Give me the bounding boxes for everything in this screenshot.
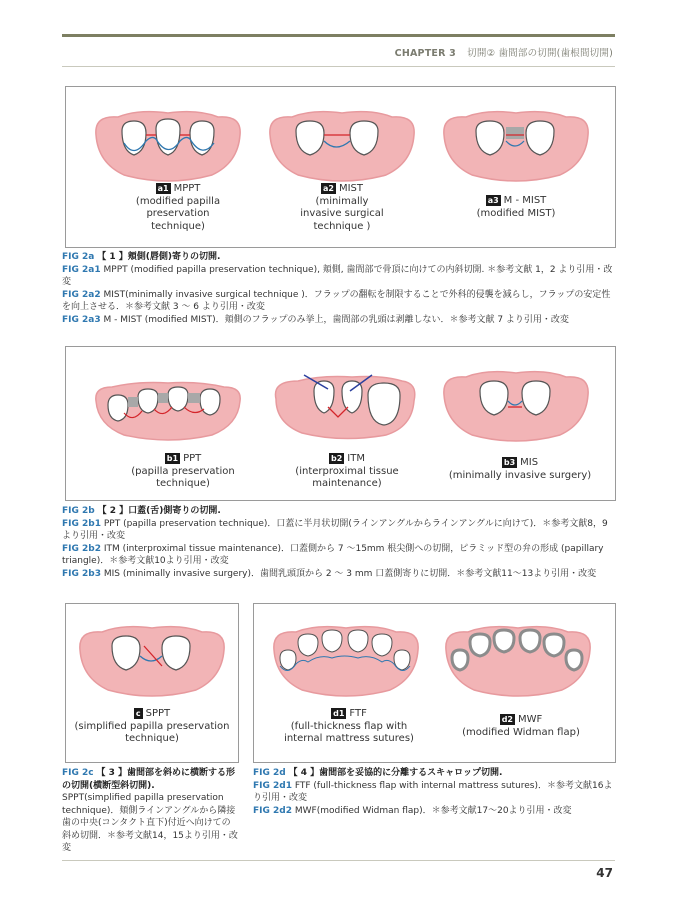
- caption-c-title: 【 3 】歯間部を斜めに横断する形の切開(横断型斜切開).: [62, 768, 236, 791]
- gum-illustration-c: [72, 620, 232, 700]
- fig-label-b3: [440, 457, 600, 482]
- badge-b2: b2: [331, 454, 343, 463]
- caption-b-title: 【 2 】口蓋(舌)側寄りの切開.: [97, 506, 221, 516]
- gum-illustration-a2: [262, 105, 422, 185]
- label-b1-line2: (papilla preservation: [131, 465, 235, 477]
- label-b2-line3: maintenance): [312, 478, 382, 489]
- label-c-line1: SPPT: [145, 708, 171, 719]
- label-a2-line2: (minimally: [315, 195, 369, 207]
- label-a1-line2: (modified papilla: [135, 195, 221, 207]
- badge-a1: a1: [157, 184, 169, 193]
- label-a1-line1: MPPT: [173, 183, 201, 194]
- caption-b1-text: PPT (papilla preservation technique)．口蓋に半月状切開(ラインアングルからラインアングルに向けて)．＊参考文献8，9 より引用・改変: [62, 518, 608, 541]
- caption-a3-text: M - MIST (modified MIST)．頬側のフラップのみ挙上，歯間部の乳頭は剥離しない．＊参考文献 7 より引用・改変: [103, 314, 569, 325]
- caption-d-label: FIG 2d: [253, 768, 286, 778]
- figure-panel-a: [65, 86, 616, 248]
- fig-label-c: [66, 708, 238, 746]
- badge-a3: a3: [487, 196, 499, 205]
- caption-a-label: FIG 2a: [62, 252, 95, 262]
- label-b2-line1: ITM: [347, 453, 365, 464]
- caption-d: [253, 767, 615, 817]
- figure-panel-d: [253, 603, 616, 763]
- caption-b-label: FIG 2b: [62, 506, 95, 516]
- label-b1-line1: PPT: [183, 453, 202, 464]
- caption-a-title: 【 1 】頬側(唇側)寄りの切開.: [97, 252, 221, 262]
- label-a3-line2: (modified MIST): [476, 207, 556, 219]
- gum-illustration-b2: [262, 365, 422, 445]
- header-rule: [62, 34, 615, 37]
- gum-illustration-b3: [436, 365, 596, 445]
- fig-label-a3: [446, 195, 586, 220]
- label-a3-line1: M - MIST: [503, 195, 547, 206]
- badge-a2: a2: [322, 184, 334, 193]
- label-d1-line3: internal mattress sutures): [284, 733, 414, 744]
- figure-panel-c: [65, 603, 239, 763]
- caption-a: [62, 251, 616, 326]
- label-b3-line2: (minimally invasive surgery): [448, 469, 592, 481]
- caption-b: [62, 505, 616, 580]
- label-b2-line2: (interproximal tissue: [295, 465, 399, 477]
- label-d1-line2: (full-thickness flap with: [290, 720, 408, 732]
- label-a2-line4: technique ): [313, 220, 371, 232]
- badge-b3: b3: [503, 458, 516, 467]
- caption-a1-text: MPPT (modified papilla preservation technique), 頬側, 歯間部で骨頂に向けての内斜切開. ＊参考文献 1，2 より引用・改変: [62, 264, 613, 287]
- caption-d2-text: MWF(modified Widman flap)．＊参考文献17〜20より引用・改変: [294, 805, 572, 816]
- chapter-title: 切開② 歯間部の切開(歯根間切開): [467, 48, 613, 59]
- caption-d1-text: FTF (full-thickness flap with internal mattress sutures)．＊参考文献16より引用・改変: [253, 780, 613, 803]
- label-a2-line3: invasive surgical: [300, 208, 384, 219]
- label-b3-line1: MIS: [520, 457, 539, 468]
- caption-b3-label: FIG 2b3: [62, 568, 101, 579]
- label-a2-line1: MIST: [338, 183, 363, 194]
- caption-a2-label: FIG 2a2: [62, 289, 101, 300]
- figure-panel-b: [65, 346, 616, 501]
- caption-b2-text: ITM (interproximal tissue maintenance)．口蓋側から 7 〜15mm 根尖側への切開，ピラミッド型の弁の形成 (papillary triangle)．＊参考文献10より引用・改変: [62, 543, 604, 566]
- gum-illustration-d2: [438, 620, 598, 700]
- caption-c-label: FIG 2c: [62, 768, 94, 778]
- caption-a3-label: FIG 2a3: [62, 314, 101, 325]
- badge-d1: d1: [333, 709, 345, 718]
- caption-d-title: 【 4 】歯間部を妥協的に分離するスキャロップ切開.: [288, 768, 503, 778]
- fig-label-b1: [108, 453, 258, 491]
- caption-d1-label: FIG 2d1: [253, 780, 292, 791]
- caption-b2-label: FIG 2b2: [62, 543, 101, 554]
- badge-b1: b1: [166, 454, 179, 463]
- fig-label-d2: [446, 714, 596, 739]
- gum-illustration-d1: [266, 620, 426, 700]
- badge-d2: d2: [501, 715, 513, 724]
- label-c-line3: technique): [125, 733, 179, 744]
- fig-label-d1: [274, 708, 424, 746]
- label-d1-line1: FTF: [349, 708, 367, 719]
- label-a1-line3: preservation: [146, 208, 210, 219]
- caption-d2-label: FIG 2d2: [253, 805, 292, 816]
- header-subrule: [62, 66, 615, 67]
- caption-a1-label: FIG 2a1: [62, 264, 101, 275]
- label-d2-line1: MWF: [518, 714, 543, 725]
- label-d2-line2: (modified Widman flap): [462, 726, 580, 738]
- fig-label-b2: [272, 453, 422, 491]
- footer-rule: [62, 860, 615, 861]
- running-header: [395, 45, 613, 59]
- label-c-line2: (simplified papilla preservation: [74, 720, 230, 732]
- gum-illustration-b1: [88, 365, 248, 445]
- fig-label-a2: [272, 183, 412, 233]
- caption-a2-text: MIST(minimally invasive surgical technique )．フラップの翻転を制限することで外科的侵襲を減らし，フラップの安定性を向上させる．＊参考文献 3 〜 6 より引用・改変: [62, 289, 611, 312]
- label-b1-line3: technique): [156, 478, 210, 489]
- caption-c-text: SPPT(simplified papilla preservation technique)．頬側ラインアングルから隣接歯の中央(コンタクト直下)付近へ向けての斜め切開．＊参考文献14，15より引用・改変: [62, 793, 238, 853]
- badge-c: c: [135, 709, 141, 718]
- gum-illustration-a1: [88, 105, 248, 185]
- fig-label-a1: [108, 183, 248, 233]
- caption-c: [62, 767, 238, 855]
- caption-b3-text: MIS (minimally invasive surgery)．歯間乳頭頂から 2 〜 3 mm 口蓋側寄りに切開．＊参考文献11〜13より引用・改変: [103, 568, 597, 579]
- chapter-label: CHAPTER 3: [394, 48, 456, 59]
- page-number: 47: [596, 866, 613, 880]
- caption-b1-label: FIG 2b1: [62, 518, 101, 529]
- gum-illustration-a3: [436, 105, 596, 185]
- label-a1-line4: technique): [151, 220, 205, 232]
